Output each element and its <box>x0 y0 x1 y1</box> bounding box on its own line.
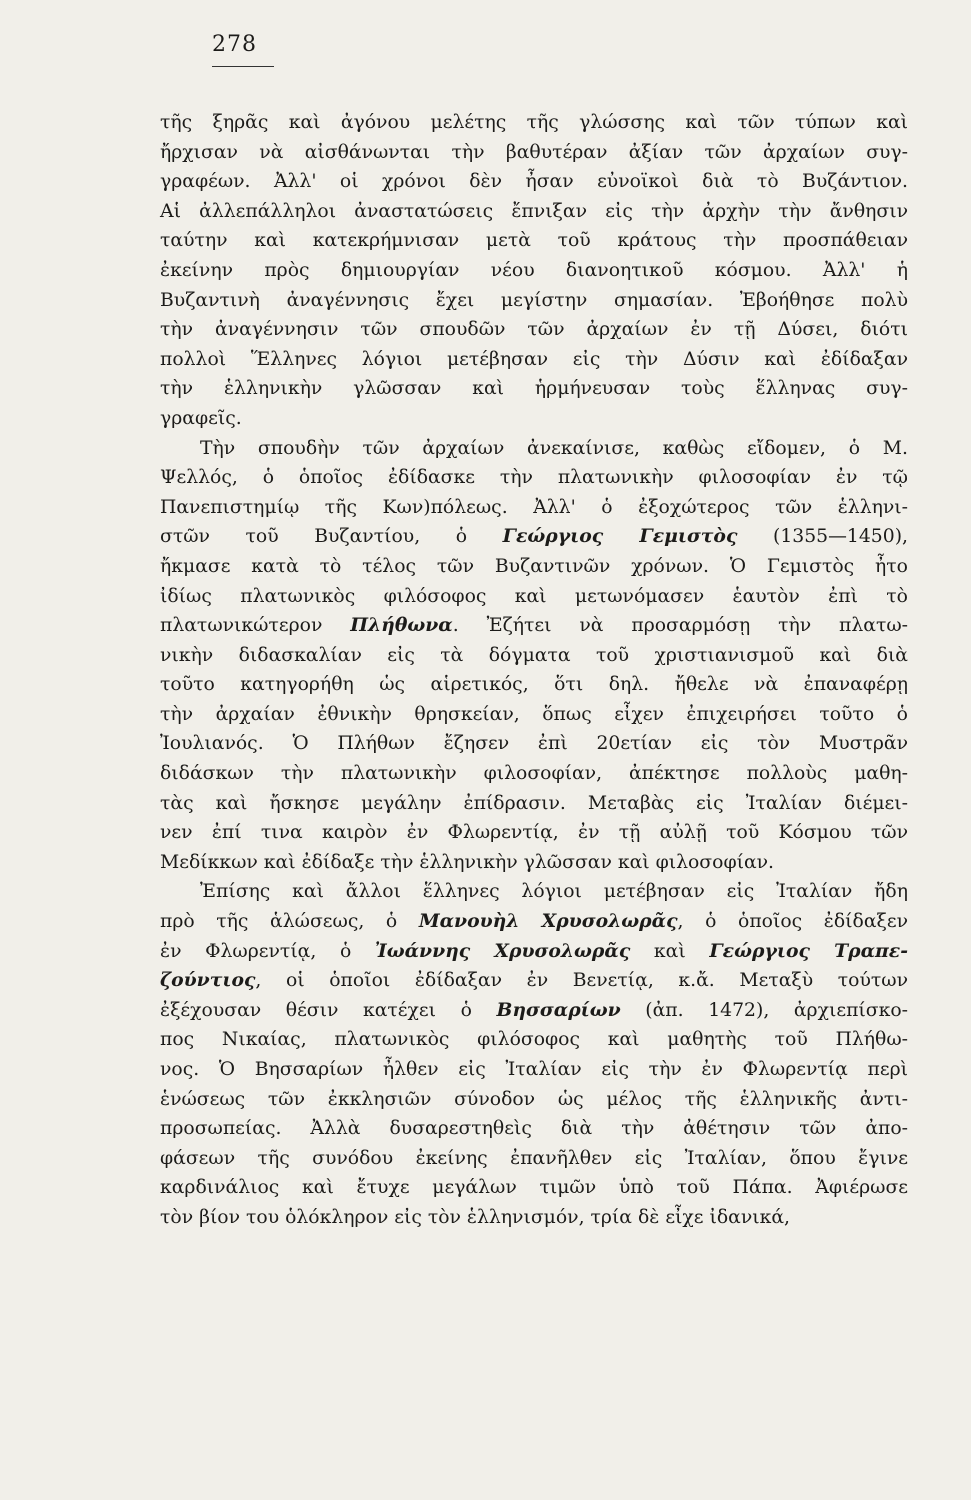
text-line: Ψελλός, ὁ ὁποῖος ἐδίδασκε τὴν πλατωνικὴν φιλοσοφίαν ἐν τῷ <box>160 467 908 489</box>
text-line: Μεδίκκων καὶ ἐδίδαξε τὴν ἑλληνικὴν γλῶσσαν καὶ φιλοσοφίαν. <box>160 851 775 873</box>
text-line: ἑνώσεως τῶν ἐκκλησιῶν σύνοδον ὡς μέλος τῆς ἑλληνικῆς ἀντι- <box>160 1088 908 1110</box>
text-line: ἰδίως πλατωνικὸς φιλόσοφος καὶ μετωνόμασεν ἑαυτὸν ἐπὶ τὸ <box>160 585 908 607</box>
text-line: τὴν ἑλληνικὴν γλῶσσαν καὶ ἡρμήνευσαν τοὺς ἕλληνας συγ- <box>160 378 908 400</box>
text-line: Πανεπιστημίῳ τῆς Κων)πόλεως. Ἀλλ' ὁ ἐξοχώτερος τῶν ἑλληνι- <box>160 496 908 518</box>
paragraph <box>160 434 908 878</box>
text-line: τοῦτο κατηγορήθη ὡς αἱρετικός, ὅτι δηλ. ἤθελε νὰ ἐπαναφέρῃ <box>160 674 908 696</box>
text-line: Βυζαντινὴ ἀναγέννησις ἔχει μεγίστην σημασίαν. Ἐβοήθησε πολὺ <box>160 289 908 311</box>
text-line: ἐν Φλωρεντίᾳ, ὁ Ἰωάννης Χρυσολωρᾶς καὶ Γεώργιος Τραπε- <box>160 939 908 962</box>
paragraph <box>160 877 908 1232</box>
text-line: Ἐπίσης καὶ ἄλλοι ἕλληνες λόγιοι μετέβησαν εἰς Ἰταλίαν ἤδη <box>200 881 908 903</box>
text-line: πλατωνικώτερον Πλήθωνα. Ἐζήτει νὰ προσαρμόσῃ τὴν πλατω- <box>160 614 908 637</box>
text-line: στῶν τοῦ Βυζαντίου, ὁ Γεώργιος Γεμιστὸς (1355—1450), <box>160 525 908 548</box>
text-line: Αἱ ἀλλεπάλληλοι ἀναστατώσεις ἔπνιξαν εἰς τὴν ἀρχὴν τὴν ἄνθησιν <box>160 200 908 222</box>
text-line: προσωπείας. Ἀλλὰ δυσαρεστηθεὶς διὰ τὴν ἀθέτησιν τῶν ἀπο- <box>160 1118 908 1140</box>
emphasized-name: Πλήθωνα <box>350 614 453 637</box>
text-line: γραφέων. Ἀλλ' οἱ χρόνοι δὲν ἦσαν εὐνοϊκοὶ διὰ τὸ Βυζάντιον. <box>160 171 908 193</box>
text-line: διδάσκων τὴν πλατωνικὴν φιλοσοφίαν, ἀπέκτησε πολλοὺς μαθη- <box>160 763 908 785</box>
text-line: νικὴν διδασκαλίαν εἰς τὰ δόγματα τοῦ χριστιανισμοῦ καὶ διὰ <box>160 644 908 666</box>
text-line: τὰς καὶ ἤσκησε μεγάλην ἐπίδρασιν. Μεταβὰς εἰς Ἰταλίαν διέμει- <box>160 792 908 814</box>
text-line: νεν ἐπί τινα καιρὸν ἐν Φλωρεντίᾳ, ἐν τῇ αὐλῇ τοῦ Κόσμου τῶν <box>160 822 908 844</box>
text-line: τῆς ξηρᾶς καὶ ἀγόνου μελέτης τῆς γλώσσης καὶ τῶν τύπων καὶ <box>160 112 908 133</box>
paragraph <box>160 108 908 434</box>
text-line: νος. Ὁ Βησσαρίων ἦλθεν εἰς Ἰταλίαν εἰς τὴν ἐν Φλωρεντίᾳ περὶ <box>160 1059 908 1080</box>
emphasized-name: Γεώργιος Τραπε- <box>709 939 908 962</box>
text-line: Ἰουλιανός. Ὁ Πλήθων ἔζησεν ἐπὶ 20ετίαν εἰς τὸν Μυστρᾶν <box>160 733 908 755</box>
text-line: ταύτην καὶ κατεκρήμνισαν μετὰ τοῦ κράτους τὴν προσπάθειαν <box>160 230 908 252</box>
text-line: φάσεων τῆς συνόδου ἐκείνης ἐπανῆλθεν εἰς Ἰταλίαν, ὅπου ἔγινε <box>160 1147 908 1169</box>
text-line: ζούντιος, οἱ ὁποῖοι ἐδίδαξαν ἐν Βενετίᾳ, κ.ἄ. Μεταξὺ τούτων <box>160 969 908 992</box>
emphasized-name: Γεώργιος Γεμιστὸς <box>502 525 738 548</box>
emphasized-name: Μανουὴλ Χρυσολωρᾶς <box>418 910 678 933</box>
text-line: ἤρχισαν νὰ αἰσθάνωνται τὴν βαθυτέραν ἀξίαν τῶν ἀρχαίων συγ- <box>160 141 908 163</box>
emphasized-name: ζούντιος <box>160 969 256 992</box>
text-line: καρδινάλιος καὶ ἔτυχε μεγάλων τιμῶν ὑπὸ τοῦ Πάπα. Ἀφιέρωσε <box>160 1177 908 1199</box>
body-text <box>160 108 908 1233</box>
text-line: ἐκείνην πρὸς δημιουργίαν νέου διανοητικοῦ κόσμου. Ἀλλ' ἡ <box>160 259 908 281</box>
text-line: ἤκμασε κατὰ τὸ τέλος τῶν Βυζαντινῶν χρόνων. Ὁ Γεμιστὸς ἦτο <box>160 555 908 577</box>
header-rule <box>212 66 274 67</box>
text-line: πος Νικαίας, πλατωνικὸς φιλόσοφος καὶ μαθητὴς τοῦ Πλήθω- <box>160 1029 908 1051</box>
text-line: πρὸ τῆς ἁλώσεως, ὁ Μανουὴλ Χρυσολωρᾶς, ὁ ὁποῖος ἐδίδαξεν <box>160 910 909 933</box>
text-line: τὴν ἀναγέννησιν τῶν σπουδῶν τῶν ἀρχαίων ἐν τῇ Δύσει, διότι <box>160 319 908 341</box>
text-line: Τὴν σπουδὴν τῶν ἀρχαίων ἀνεκαίνισε, καθὼς εἴδομεν, ὁ Μ. <box>200 437 908 459</box>
text-line: γραφεῖς. <box>160 407 242 429</box>
text-line: πολλοὶ Ἕλληνες λόγιοι μετέβησαν εἰς τὴν Δύσιν καὶ ἐδίδαξαν <box>160 348 908 370</box>
emphasized-name: Βησσαρίων <box>496 998 621 1021</box>
page-number: 278 <box>212 32 257 57</box>
text-line: τὴν ἀρχαίαν ἐθνικὴν θρησκείαν, ὅπως εἶχεν ἐπιχειρήσει τοῦτο ὁ <box>160 703 908 725</box>
text-line: ἐξέχουσαν θέσιν κατέχει ὁ Βησσαρίων (ἀπ. 1472), ἀρχιεπίσκο- <box>160 998 908 1021</box>
emphasized-name: Ἰωάννης Χρυσολωρᾶς <box>374 939 631 962</box>
text-line: τὸν βίον του ὁλόκληρον εἰς τὸν ἑλληνισμόν, τρία δὲ εἶχε ἰδανικά, <box>160 1206 791 1228</box>
